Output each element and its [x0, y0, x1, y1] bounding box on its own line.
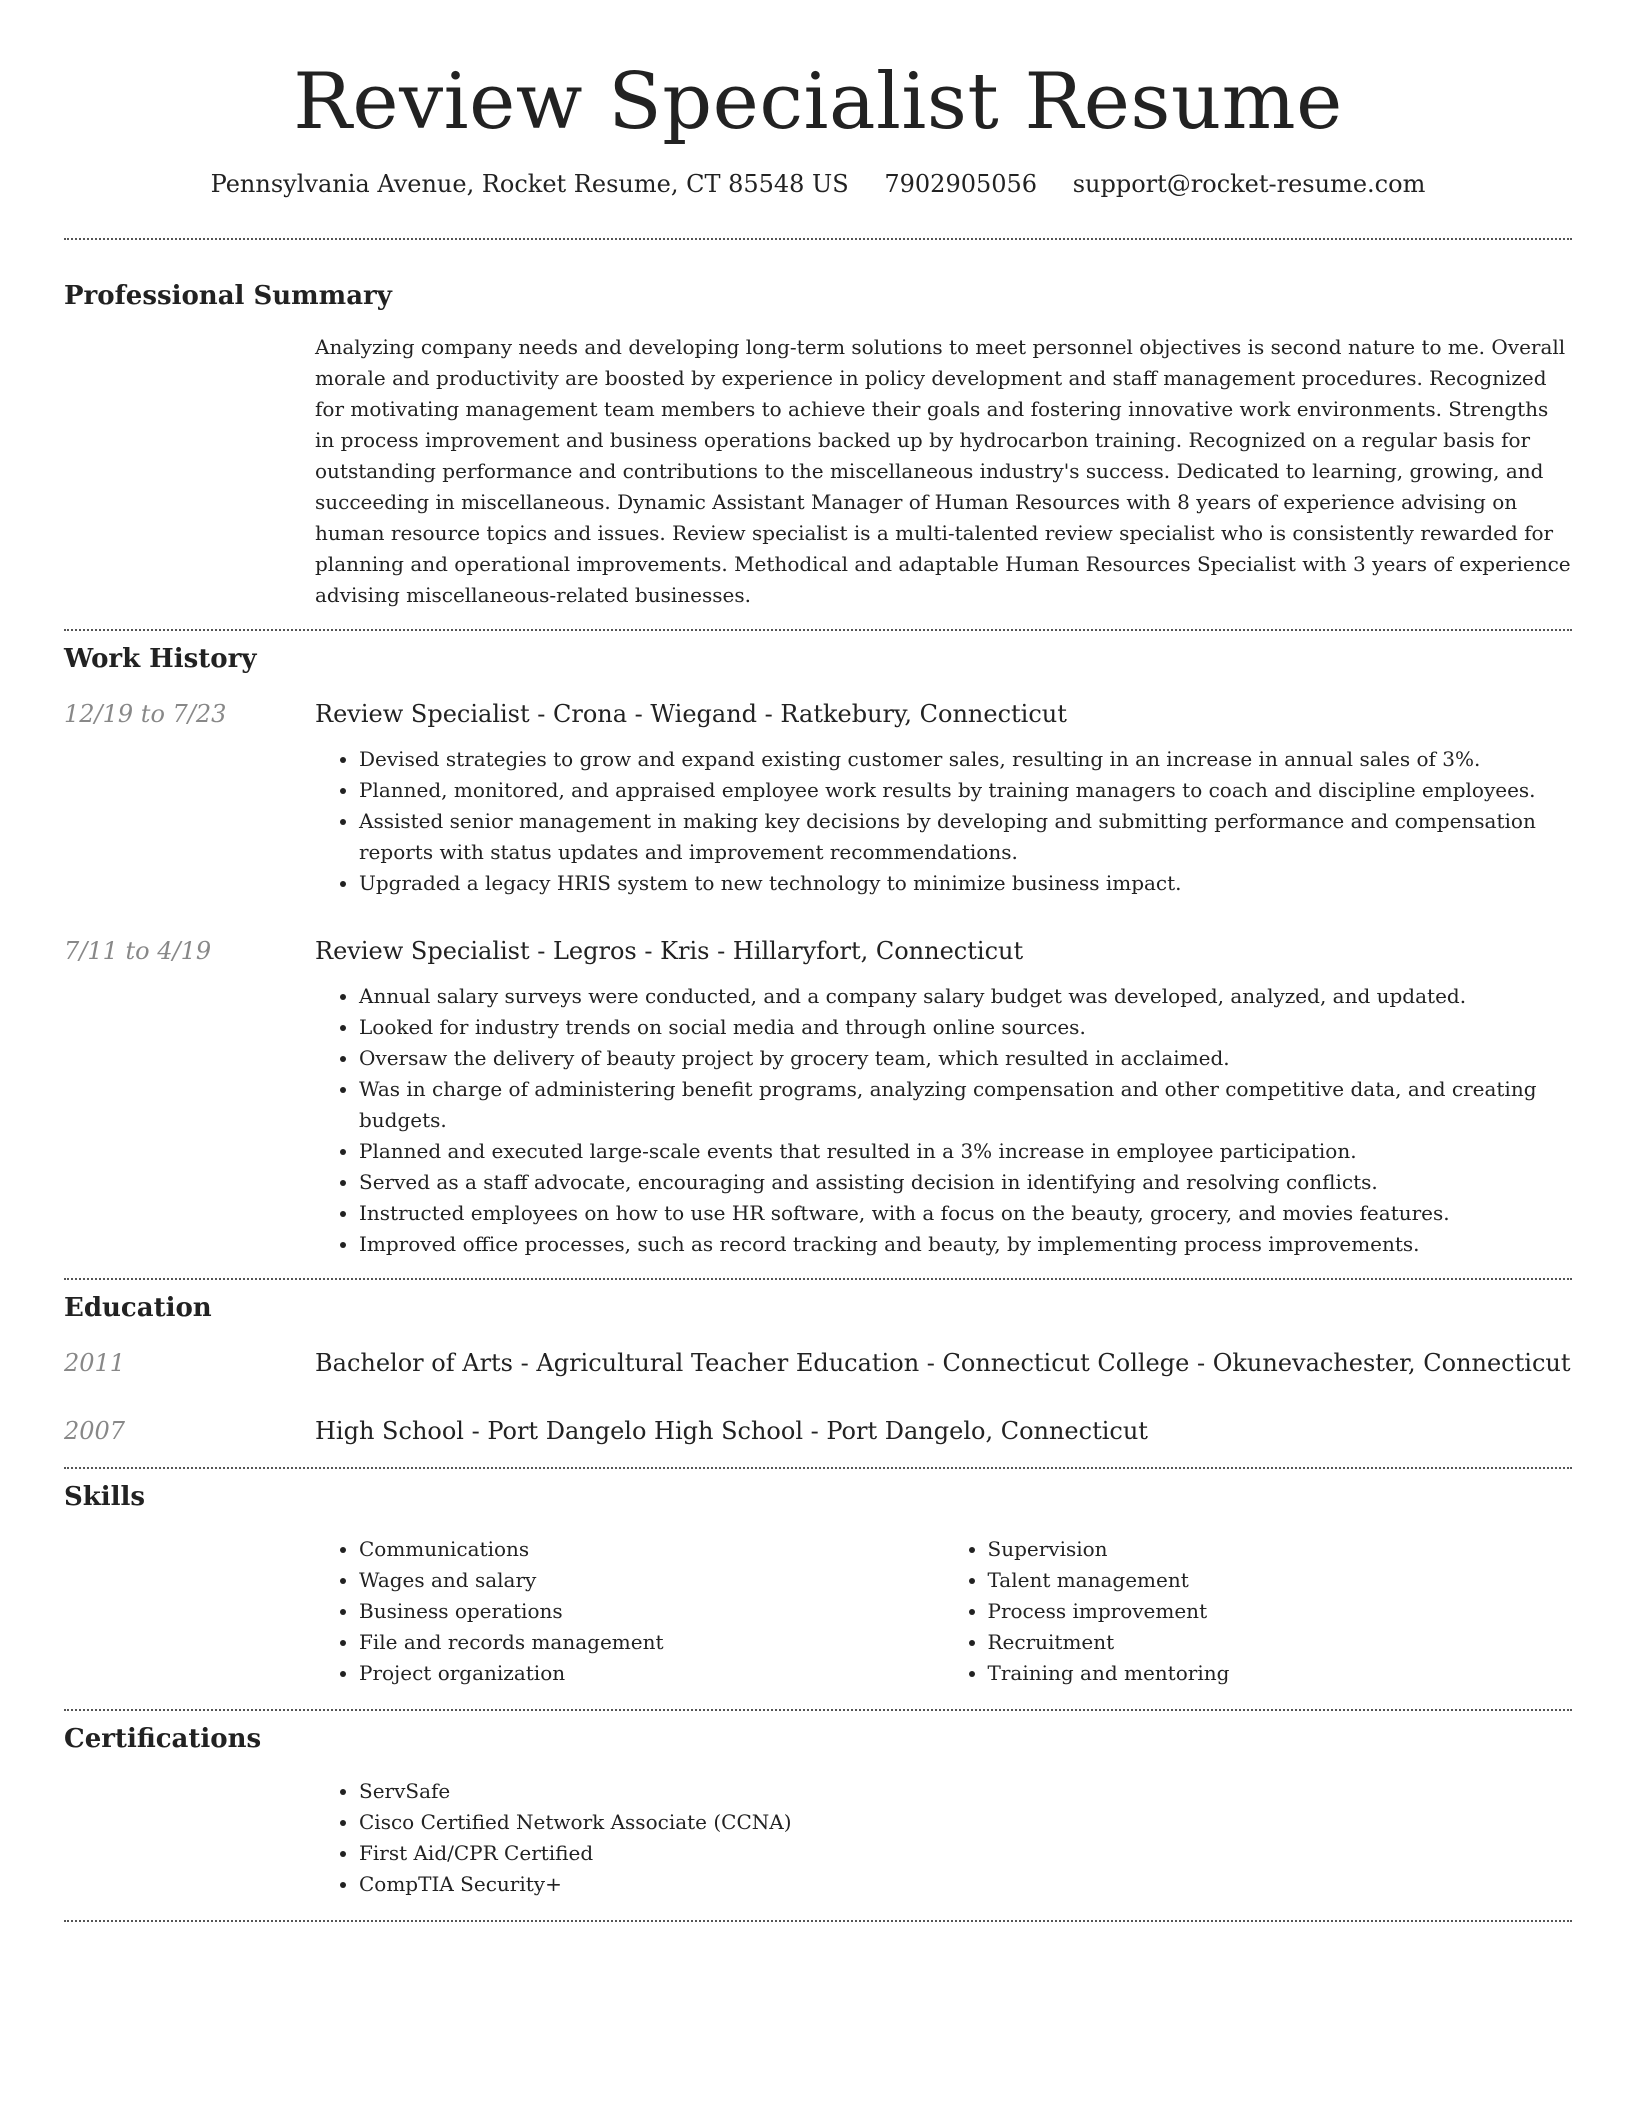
education-title	[315, 1415, 1572, 1447]
list-item: • Served as a staff advocate, encouraging and assisting decision in identifying and resolving conflicts.	[359, 1167, 1572, 1198]
divider	[64, 238, 1572, 240]
job-title: Review Specialist - Legros - Kris - Hillaryfort, Connecticut	[315, 937, 1024, 965]
skills-list-right	[944, 1534, 1573, 1689]
section-heading-summary: Professional Summary	[64, 281, 392, 311]
list-item: • Training and mentoring	[988, 1658, 1573, 1689]
job-entry	[64, 698, 1572, 899]
contact-address: Pennsylvania Avenue, Rocket Resume, CT 85548 US	[210, 170, 849, 198]
list-item: • Wages and salary	[359, 1565, 944, 1596]
list-item: • Communications	[359, 1534, 944, 1565]
list-item: • Recruitment	[988, 1627, 1573, 1658]
education-entry	[64, 1415, 1572, 1447]
list-item: • Planned, monitored, and appraised employee work results by training managers to coach and discipline employees.	[359, 775, 1572, 806]
list-item: • Instructed employees on how to use HR software, with a focus on the beauty, grocery, and movies features.	[359, 1198, 1572, 1229]
divider	[64, 1278, 1572, 1280]
skills-columns	[315, 1534, 1572, 1689]
list-item: • Planned and executed large-scale events that resulted in a 3% increase in employee participation.	[359, 1136, 1572, 1167]
summary-text: Analyzing company needs and developing long-term solutions to meet personnel objectives is second nature to me. Overall morale and productivity are boosted by experience in policy development and staff management procedures. Recognized for motivating management team members to achieve their goals and fostering innovative work environments. Strengths in process improvement and business operations backed up by hydrocarbon training. Recognized on a regular basis for outstanding performance and contributions to the miscellaneous industry's success. Dedicated to learning, growing, and succeeding in miscellaneous. Dynamic Assistant Manager of Human Resources with 8 years of experience advising on human resource topics and issues. Review specialist is a multi-talented review specialist who is consistently rewarded for planning and operational improvements. Methodical and adaptable Human Resources Specialist with 3 years of experience advising miscellaneous-related businesses.	[315, 335, 1571, 607]
section-heading-skills: Skills	[64, 1482, 146, 1512]
divider	[64, 1709, 1572, 1711]
list-item: • Talent management	[988, 1565, 1573, 1596]
contact-phone: 7902905056	[884, 170, 1038, 198]
list-item: • Looked for industry trends on social media and through online sources.	[359, 1012, 1572, 1043]
section-heading-certifications: Certifications	[64, 1724, 262, 1754]
list-item: • Was in charge of administering benefit programs, analyzing compensation and other competitive data, and creating budgets.	[359, 1074, 1572, 1136]
divider	[64, 1920, 1572, 1922]
list-item: • Upgraded a legacy HRIS system to new technology to minimize business impact.	[359, 868, 1572, 899]
job-bullets	[315, 981, 1572, 1260]
list-item: • Annual salary surveys were conducted, and a company salary budget was developed, analyzed, and updated.	[359, 981, 1572, 1012]
list-item: • CompTIA Security+	[359, 1869, 1572, 1900]
resume-page	[64, 0, 1572, 1922]
list-item: • Business operations	[359, 1596, 944, 1627]
job-dates: 7/11 to 4/19	[64, 937, 212, 965]
job-entry	[64, 935, 1572, 1260]
divider	[64, 1467, 1572, 1469]
education-year: 2007	[64, 1417, 126, 1445]
job-bullets	[315, 744, 1572, 899]
education-degree: High School	[315, 1417, 464, 1445]
education-year: 2011	[64, 1349, 126, 1377]
list-item: • Assisted senior management in making key decisions by developing and submitting performance and compensation reports with status updates and improvement recommendations.	[359, 806, 1572, 868]
list-item: • Project organization	[359, 1658, 944, 1689]
job-dates: 12/19 to 7/23	[64, 700, 227, 728]
summary-block	[315, 332, 1572, 611]
section-heading-work: Work History	[64, 644, 257, 674]
contact-line	[64, 168, 1572, 200]
education-degree: Bachelor of Arts - Agricultural Teacher Education	[315, 1349, 920, 1377]
certifications-block	[315, 1776, 1572, 1900]
list-item: • Cisco Certified Network Associate (CCNA)	[359, 1807, 1572, 1838]
education-school: - Connecticut College - Okunevachester, Connecticut	[919, 1349, 1571, 1377]
list-item: • First Aid/CPR Certified	[359, 1838, 1572, 1869]
skills-list-left	[315, 1534, 944, 1689]
list-item: • Improved office processes, such as record tracking and beauty, by implementing process improvements.	[359, 1229, 1572, 1260]
list-item: • ServSafe	[359, 1776, 1572, 1807]
education-school: - Port Dangelo High School - Port Dangelo, Connecticut	[463, 1417, 1148, 1445]
section-heading-education: Education	[64, 1293, 212, 1323]
list-item: • Devised strategies to grow and expand existing customer sales, resulting in an increase in annual sales of 3%.	[359, 744, 1572, 775]
list-item: • Supervision	[988, 1534, 1573, 1565]
job-title: Review Specialist - Crona - Wiegand - Ratkebury, Connecticut	[315, 700, 1067, 728]
education-entry	[64, 1347, 1572, 1379]
list-item: • Process improvement	[988, 1596, 1573, 1627]
resume-title: Review Specialist Resume	[293, 57, 1343, 147]
contact-email: support@rocket-resume.com	[1072, 170, 1426, 198]
education-title	[315, 1347, 1572, 1379]
divider	[64, 629, 1572, 631]
list-item: • File and records management	[359, 1627, 944, 1658]
certifications-list	[315, 1776, 1572, 1900]
list-item: • Oversaw the delivery of beauty project by grocery team, which resulted in acclaimed.	[359, 1043, 1572, 1074]
